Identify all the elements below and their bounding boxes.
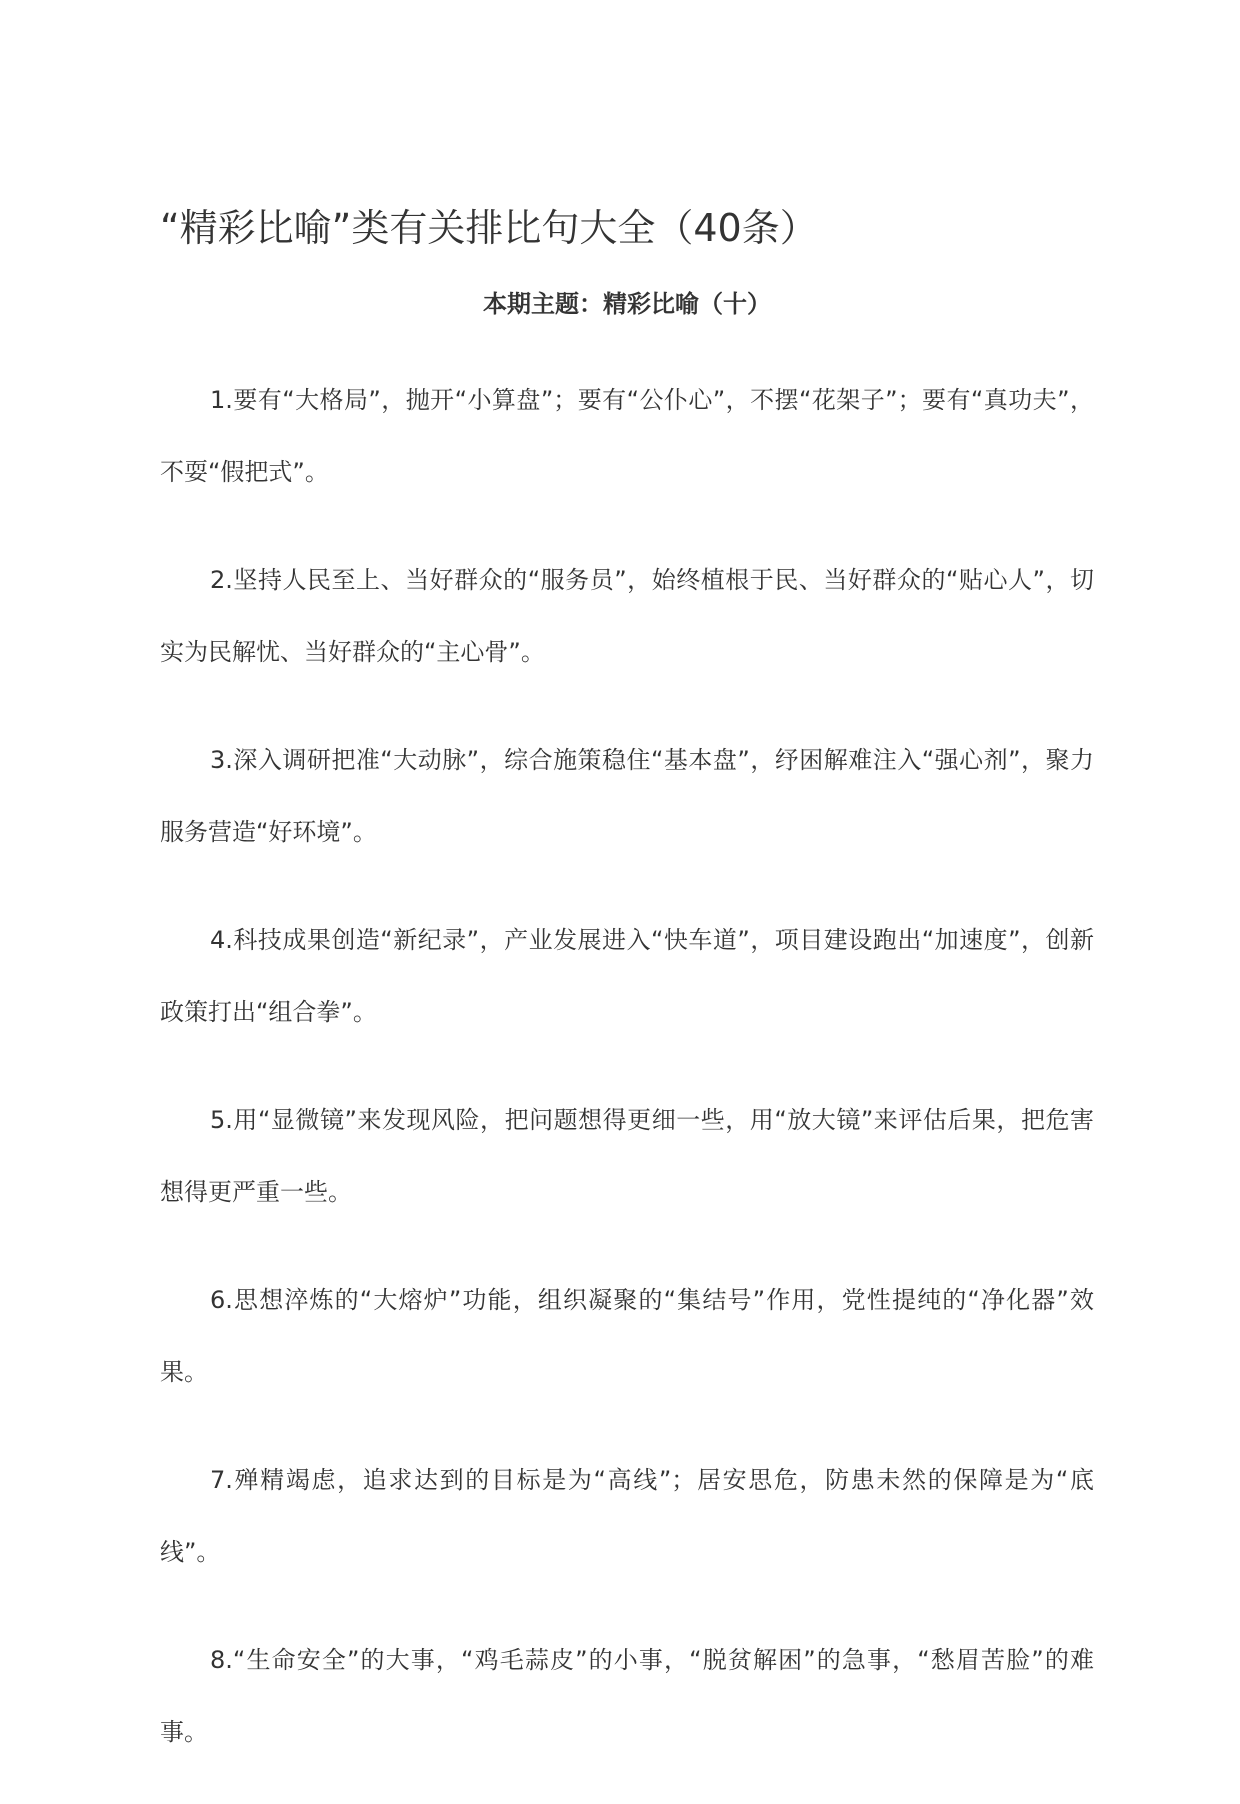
- paragraph-5: 5.用“显微镜”来发现风险，把问题想得更细一些，用“放大镜”来评估后果，把危害想得更严重一些。: [160, 1106, 1094, 1206]
- paragraph-8: 8.“生命安全”的大事，“鸡毛蒜皮”的小事，“脱贫解困”的急事，“愁眉苦脸”的难事。: [160, 1646, 1094, 1746]
- paragraph-3: 3.深入调研把准“大动脉”，综合施策稳住“基本盘”，纾困解难注入“强心剂”，聚力服务营造“好环境”。: [160, 746, 1094, 846]
- paragraph-7: 7.殚精竭虑，追求达到的目标是为“高线”；居安思危，防患未然的保障是为“底线”。: [160, 1466, 1094, 1566]
- document-subtitle: 本期主题：精彩比喻（十）: [483, 290, 771, 318]
- paragraph-1: 1.要有“大格局”，抛开“小算盘”；要有“公仆心”，不摆“花架子”；要有“真功夫”，不耍“假把式”。: [160, 386, 1094, 486]
- paragraph-6: 6.思想淬炼的“大熔炉”功能，组织凝聚的“集结号”作用，党性提纯的“净化器”效果。: [160, 1286, 1094, 1386]
- paragraph-4: 4.科技成果创造“新纪录”，产业发展进入“快车道”，项目建设跑出“加速度”，创新政策打出“组合拳”。: [160, 926, 1094, 1026]
- document-body: [160, 364, 1094, 1804]
- document-title: “精彩比喻”类有关排比句大全（40条）: [160, 206, 818, 250]
- paragraph-2: 2.坚持人民至上、当好群众的“服务员”，始终植根于民、当好群众的“贴心人”，切实为民解忧、当好群众的“主心骨”。: [160, 566, 1094, 666]
